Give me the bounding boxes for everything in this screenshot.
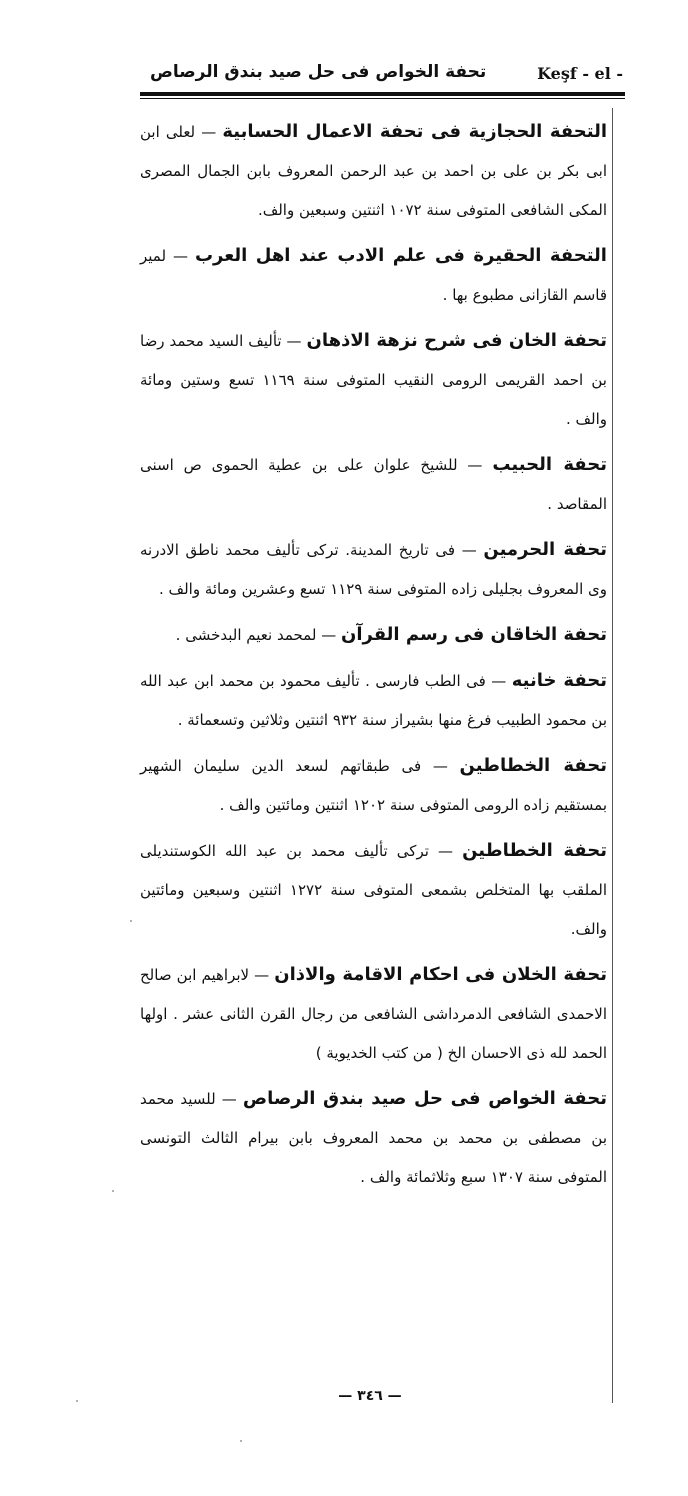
entry bbox=[140, 445, 607, 524]
entry bbox=[140, 955, 607, 1073]
running-header bbox=[140, 58, 625, 92]
entry bbox=[140, 112, 607, 230]
entry-lead: التحفة الحجازية فى تحفة الاعمال الحسابية bbox=[222, 121, 607, 142]
header-rule-thick bbox=[140, 92, 625, 96]
entry bbox=[140, 236, 607, 315]
entry-lead: تحفة الحرمين bbox=[483, 539, 607, 560]
book-tag: Keşf - el - bbox=[537, 64, 623, 83]
scan-speck bbox=[76, 1400, 78, 1402]
entry-lead: تحفة الخطاطين bbox=[462, 840, 607, 861]
entry-text: — تركى تأليف محمد بن عبد الله الكوستنديلى الملقب بها المتخلص بشمعى المتوفى سنة ١٢٧٢ اثنتين وسبعين ومائتين والف. bbox=[140, 842, 607, 938]
entry-text: — لعلى ابن ابى بكر بن على بن احمد بن عبد الرحمن المعروف بابن الجمال المصرى المكى الشافعى المتوفى سنة ١٠٧٢ اثنتين وسبعين والف. bbox=[140, 123, 607, 219]
entry-lead: تحفة الخواص فى حل صيد بندق الرصاص bbox=[242, 1088, 607, 1109]
scan-speck bbox=[240, 1440, 242, 1442]
entry-list bbox=[140, 112, 607, 1197]
entry bbox=[140, 1079, 607, 1197]
entry-lead: تحفة الخان فى شرح نزهة الاذهان bbox=[306, 330, 608, 351]
entry bbox=[140, 831, 607, 949]
entry bbox=[140, 746, 607, 825]
entry bbox=[140, 321, 607, 439]
entry-lead: تحفة الخطاطين bbox=[459, 755, 607, 776]
entry-lead: تحفة خانيه bbox=[511, 670, 608, 691]
entry-lead: التحفة الحقيرة فى علم الادب عند اهل العرب bbox=[194, 245, 607, 266]
entry bbox=[140, 615, 607, 655]
entry bbox=[140, 530, 607, 609]
entry-text: — لابراهيم ابن صالح الاحمدى الشافعى الدمرداشى الشافعى من رجال القرن الثانى عشر . اولها الحمد لله ذى الاحسان الخ ( من كتب الخديوية ) bbox=[140, 966, 607, 1062]
scan-speck bbox=[112, 1190, 114, 1192]
entry-text: — لمير قاسم القازانى مطبوع بها . bbox=[140, 247, 607, 304]
entry-lead: تحفة الحبيب bbox=[492, 454, 607, 475]
scan-speck bbox=[130, 920, 132, 922]
header-rule-thin bbox=[140, 98, 625, 99]
entry-text: — فى تاريخ المدينة. تركى تأليف محمد ناطق الادرنه وى المعروف بجليلى زاده المتوفى سنة ١١٢٩ تسع وعشرين ومائة والف . bbox=[140, 541, 607, 598]
entry bbox=[140, 661, 607, 740]
entry-text: — فى طبقاتهم لسعد الدين سليمان الشهير بمستقيم زاده الرومى المتوفى سنة ١٢٠٢ اثنتين ومائتين والف . bbox=[140, 757, 607, 814]
page-number: — ٣٤٦ — bbox=[338, 1388, 402, 1404]
entry-text: — للسيد محمد بن مصطفى بن محمد بن محمد المعروف بابن بيرام الثالث التونسى المتوفى سنة ١٣٠٧ سبع وثلاثمائة والف . bbox=[140, 1090, 607, 1186]
entry-text: — لمحمد نعيم البدخشى . bbox=[175, 626, 341, 644]
entry-lead: تحفة الخلان فى احكام الاقامة والاذان bbox=[274, 964, 607, 985]
column-margin-line bbox=[612, 108, 613, 1403]
running-title: تحفة الخواص فى حل صيد بندق الرصاص bbox=[150, 62, 487, 82]
entry-lead: تحفة الخاقان فى رسم القرآن bbox=[340, 624, 607, 645]
entry-text: — تأليف السيد محمد رضا بن احمد القريمى الرومى النقيب المتوفى سنة ١١٦٩ تسع وستين ومائة والف . bbox=[140, 332, 607, 428]
entry-text: — فى الطب فارسى . تأليف محمود بن محمد ابن عبد الله بن محمود الطبيب فرغ منها بشيراز سنة ٩٣٢ اثنتين وثلاثين وتسعمائة . bbox=[140, 672, 607, 729]
entry-text: — للشيخ علوان على بن عطية الحموى ص اسنى المقاصد . bbox=[140, 456, 607, 513]
